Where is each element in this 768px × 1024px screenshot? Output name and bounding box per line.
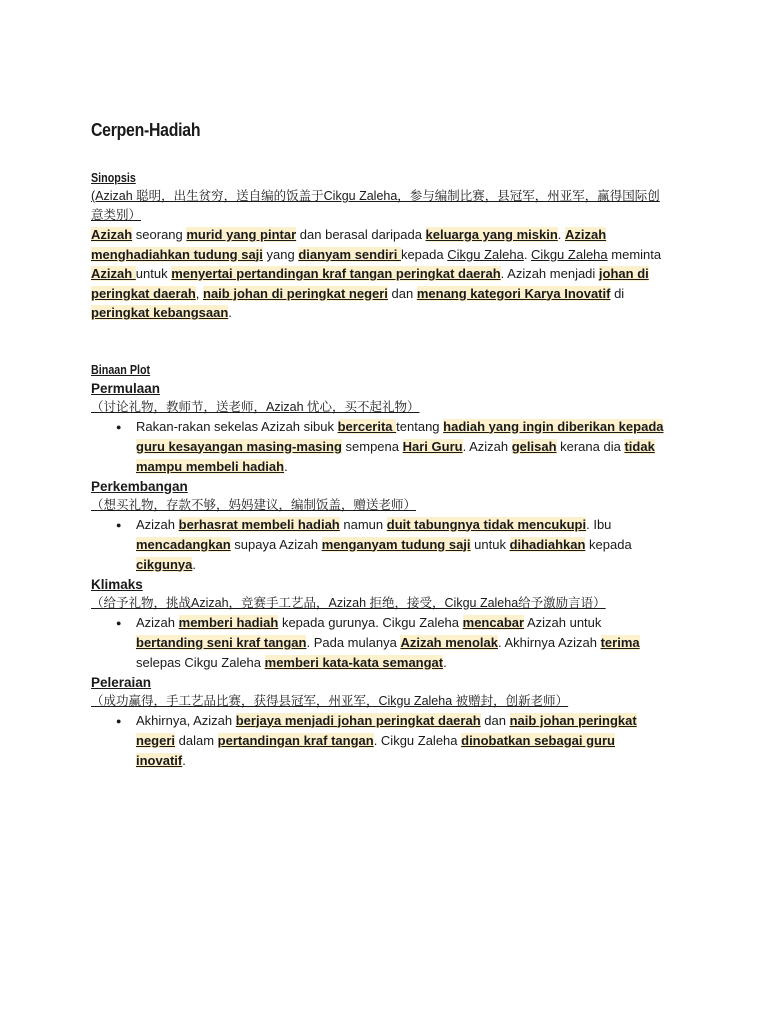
highlighted-phrase: hadiah yang ingin diberikan kepada guru kesayangan masing-masing bbox=[136, 418, 664, 454]
highlighted-phrase: menganyam tudung saji bbox=[321, 536, 471, 552]
highlighted-phrase: berjaya menjadi johan peringkat daerah bbox=[235, 712, 481, 728]
text-run: supaya Azizah bbox=[230, 536, 322, 552]
bullet-list bbox=[91, 711, 666, 771]
plot-stage-heading: Peleraian bbox=[91, 674, 152, 690]
highlighted-phrase: duit tabungnya tidak mencukupi bbox=[386, 516, 587, 532]
bullet-list bbox=[91, 515, 666, 575]
page-title: Cerpen-Hadiah bbox=[91, 120, 201, 140]
text-run: . bbox=[443, 654, 447, 670]
text-run: untuk bbox=[470, 536, 510, 552]
bullet-item bbox=[136, 417, 666, 477]
text-run: kepada bbox=[585, 536, 632, 552]
highlighted-phrase: dinobatkan sebagai guru inovatif bbox=[136, 732, 615, 768]
text-run: seorang bbox=[132, 227, 187, 242]
highlighted-phrase: menyertai pertandingan kraf tangan peringkat daerah bbox=[171, 266, 501, 281]
highlighted-phrase: Azizah menolak bbox=[400, 634, 498, 650]
highlighted-phrase: naib johan di peringkat negeri bbox=[203, 285, 388, 301]
text-run: sempena bbox=[341, 438, 403, 454]
binaan-plot-section bbox=[91, 361, 666, 771]
text-run: dan berasal daripada bbox=[296, 227, 426, 242]
highlighted-phrase: Azizah bbox=[91, 266, 136, 281]
underlined-phrase: Cikgu Zaleha bbox=[447, 246, 524, 262]
sinopsis-paragraph bbox=[91, 225, 666, 323]
highlighted-phrase: bertanding seni kraf tangan bbox=[136, 634, 307, 650]
sinopsis-section bbox=[91, 169, 666, 323]
text-run: Azizah bbox=[136, 516, 179, 532]
text-run: tentang bbox=[396, 418, 444, 434]
text-run: Akhirnya, Azizah bbox=[136, 712, 236, 728]
text-run: kepada gurunya. Cikgu Zaleha bbox=[278, 614, 463, 630]
highlighted-phrase: Azizah menghadiahkan tudung saji bbox=[91, 227, 607, 262]
text-run: . Akhirnya Azizah bbox=[497, 634, 601, 650]
text-run: yang bbox=[262, 246, 299, 262]
text-run: dalam bbox=[175, 732, 218, 748]
highlighted-phrase: terima bbox=[600, 634, 640, 650]
plot-stage-permulaan bbox=[91, 379, 666, 477]
highlighted-phrase: mencabar bbox=[462, 614, 525, 630]
text-run: . bbox=[557, 227, 566, 242]
plot-stage-chinese-summary: （给予礼物，挑战Azizah，竞赛手工艺品，Azizah 拒绝，接受，Cikgu Zaleha给予激励言语） bbox=[91, 595, 606, 610]
text-run: . bbox=[182, 752, 186, 768]
bullet-item bbox=[136, 711, 666, 771]
highlighted-phrase: cikgunya bbox=[136, 556, 193, 572]
underlined-phrase: Cikgu Zaleha bbox=[531, 246, 608, 262]
highlighted-phrase: menang kategori Karya Inovatif bbox=[416, 285, 611, 301]
text-run: Rakan-rakan sekelas Azizah sibuk bbox=[136, 418, 338, 434]
highlighted-phrase: naib johan peringkat negeri bbox=[136, 712, 637, 748]
highlighted-phrase: dianyam sendiri bbox=[298, 246, 401, 262]
sinopsis-chinese-summary: (Azizah 聪明，出生贫穷，送自编的饭盖于Cikgu Zaleha，参与编制比赛，县冠军，州亚军，赢得国际创意类别） bbox=[91, 189, 660, 222]
text-run: kepada bbox=[400, 246, 448, 262]
text-run: Azizah bbox=[136, 614, 179, 630]
plot-stage-peleraian bbox=[91, 673, 666, 771]
highlighted-phrase: pertandingan kraf tangan bbox=[217, 732, 374, 748]
text-run: selepas Cikgu Zaleha bbox=[136, 654, 265, 670]
text-run: . bbox=[228, 305, 232, 320]
text-run: Azizah untuk bbox=[524, 614, 602, 630]
text-run: . Pada mulanya bbox=[306, 634, 401, 650]
bullet-list bbox=[91, 417, 666, 477]
plot-stage-perkembangan bbox=[91, 477, 666, 575]
text-run: kerana dia bbox=[556, 438, 625, 454]
highlighted-phrase: peringkat kebangsaan bbox=[91, 305, 229, 320]
bullet-item bbox=[136, 515, 666, 575]
highlighted-phrase: berhasrat membeli hadiah bbox=[178, 516, 340, 532]
highlighted-phrase: dihadiahkan bbox=[509, 536, 586, 552]
text-run: . bbox=[192, 556, 196, 572]
highlighted-phrase: memberi kata-kata semangat bbox=[264, 654, 444, 670]
text-run: . Azizah bbox=[462, 438, 512, 454]
highlighted-phrase: johan di peringkat daerah bbox=[91, 266, 649, 301]
plot-stage-chinese-summary: （讨论礼物，教师节，送老师，Azizah 忧心，买不起礼物） bbox=[91, 399, 420, 414]
bullet-list bbox=[91, 613, 666, 673]
text-run: dan bbox=[480, 712, 510, 728]
plot-stage-chinese-summary: （成功赢得，手工艺品比赛，获得县冠军，州亚军，Cikgu Zaleha 被赠封，创新老师） bbox=[91, 693, 569, 708]
text-run: meminta bbox=[607, 246, 662, 262]
text-run: untuk bbox=[135, 266, 172, 281]
document-page bbox=[91, 120, 666, 771]
bullet-item bbox=[136, 613, 666, 673]
plot-stage-heading: Permulaan bbox=[91, 380, 161, 396]
highlighted-phrase: gelisah bbox=[511, 438, 557, 454]
highlighted-phrase: murid yang pintar bbox=[186, 227, 297, 242]
plot-stage-heading: Klimaks bbox=[91, 576, 143, 592]
highlighted-phrase: tidak mampu membeli hadiah bbox=[136, 438, 655, 474]
binaan-plot-heading: Binaan Plot bbox=[91, 362, 151, 377]
plot-stage-chinese-summary: （想买礼物，存款不够，妈妈建议，编制饭盖，赠送老师） bbox=[91, 497, 417, 512]
text-run: . Cikgu Zaleha bbox=[373, 732, 462, 748]
text-run: . Ibu bbox=[586, 516, 612, 532]
highlighted-phrase: keluarga yang miskin bbox=[425, 227, 558, 242]
text-run: dan bbox=[387, 285, 417, 301]
plot-stage-heading: Perkembangan bbox=[91, 478, 188, 494]
highlighted-phrase: Azizah bbox=[91, 227, 133, 242]
highlighted-phrase: mencadangkan bbox=[136, 536, 231, 552]
text-run: . bbox=[284, 458, 288, 474]
sinopsis-heading: Sinopsis bbox=[91, 171, 136, 185]
highlighted-phrase: Hari Guru bbox=[402, 438, 463, 454]
text-run: di bbox=[610, 285, 625, 301]
text-run: . Azizah menjadi bbox=[500, 266, 599, 281]
text-run: namun bbox=[339, 516, 387, 532]
plot-stage-klimaks bbox=[91, 575, 666, 673]
text-run: , bbox=[195, 285, 203, 301]
highlighted-phrase: bercerita bbox=[337, 418, 397, 434]
text-run: . bbox=[523, 246, 532, 262]
highlighted-phrase: memberi hadiah bbox=[178, 614, 279, 630]
